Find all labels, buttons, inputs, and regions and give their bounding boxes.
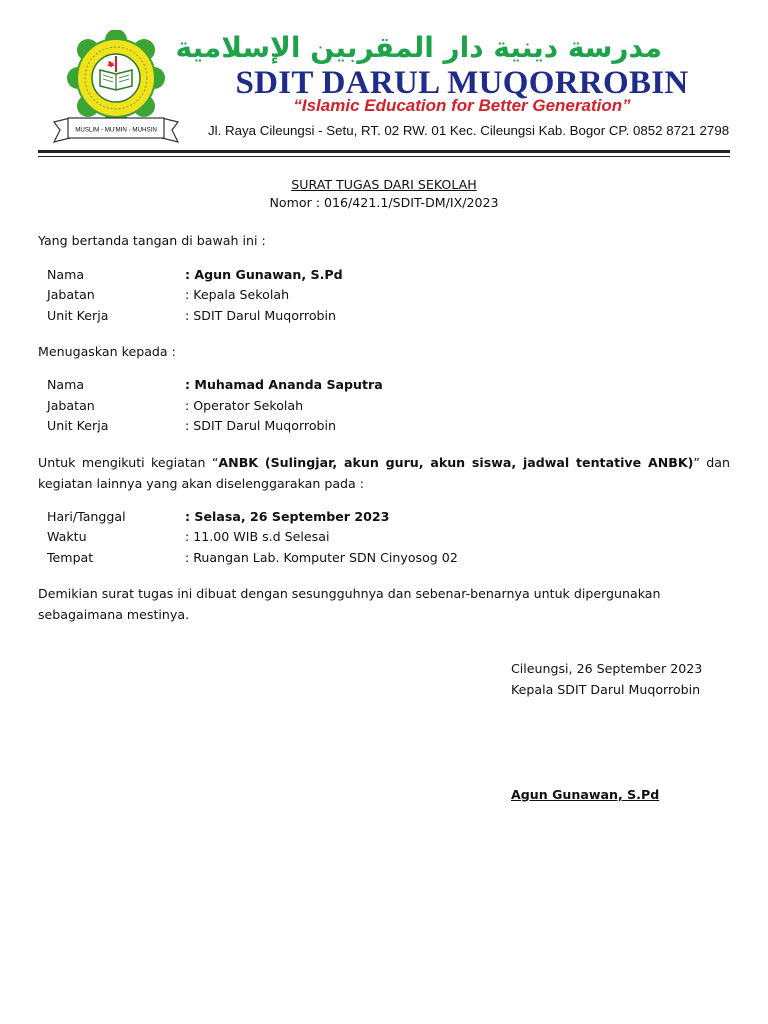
field-value: : Agun Gunawan, S.Pd	[185, 267, 343, 282]
school-name: SDIT DARUL MUQORROBIN	[235, 65, 689, 101]
place-date: Cileungsi, 26 September 2023	[511, 661, 703, 676]
field-value: : Ruangan Lab. Komputer SDN Cinyosog 02	[185, 550, 458, 565]
field-label: Jabatan	[47, 287, 95, 302]
field-label: Hari/Tanggal	[47, 509, 126, 524]
field-label: Jabatan	[47, 398, 95, 413]
field-value: : Muhamad Ananda Saputra	[185, 377, 383, 392]
letter-title: SURAT TUGAS DARI SEKOLAH	[291, 177, 477, 192]
header-rule-thin	[38, 156, 730, 157]
field-label: Tempat	[47, 550, 94, 565]
purpose-paragraph	[38, 452, 730, 494]
field-label: Unit Kerja	[47, 418, 109, 433]
school-address: Jl. Raya Cileungsi - Setu, RT. 02 RW. 01 Kec. Cileungsi Kab. Bogor CP. 0852 8721 2798	[208, 123, 730, 138]
logo-banner-text: MUSLIM - MU'MIN - MUHSIN	[75, 126, 157, 134]
field-value: : Selasa, 26 September 2023	[185, 509, 390, 524]
field-value: : SDIT Darul Muqorrobin	[185, 308, 337, 323]
field-label: Unit Kerja	[47, 308, 109, 323]
purpose-text-after: ” dan kegiatan lainnya yang akan diselenggarakan pada :	[38, 455, 730, 491]
signatory-position: Kepala SDIT Darul Muqorrobin	[511, 682, 701, 697]
intro-text: Yang bertanda tangan di bawah ini :	[38, 233, 266, 248]
field-value: : Operator Sekolah	[185, 398, 304, 413]
school-tagline: “Islamic Education for Better Generation”	[293, 96, 631, 115]
signatory-name: Agun Gunawan, S.Pd	[511, 787, 660, 802]
field-label: Waktu	[47, 529, 87, 544]
header-rule-thick	[38, 150, 730, 153]
purpose-activity: ANBK (Sulingjar, akun guru, akun siswa, jadwal tentative ANBK)	[218, 455, 694, 470]
field-label: Nama	[47, 377, 85, 392]
arabic-school-name: مدرسة دينية دار المقربين الإسلامية	[175, 31, 662, 64]
field-value: : SDIT Darul Muqorrobin	[185, 418, 337, 433]
field-value: : 11.00 WIB s.d Selesai	[185, 529, 330, 544]
letter-number: Nomor : 016/421.1/SDIT-DM/IX/2023	[269, 195, 499, 210]
field-label: Nama	[47, 267, 85, 282]
closing-paragraph: Demikian surat tugas ini dibuat dengan sesungguhnya dan sebenar-benarnya untuk dipergunakan sebagaimana mestinya.	[38, 586, 661, 622]
school-logo	[48, 30, 184, 146]
purpose-text-before: Untuk mengikuti kegiatan “	[38, 455, 219, 470]
assign-intro-text: Menugaskan kepada :	[38, 344, 176, 359]
field-value: : Kepala Sekolah	[185, 287, 290, 302]
